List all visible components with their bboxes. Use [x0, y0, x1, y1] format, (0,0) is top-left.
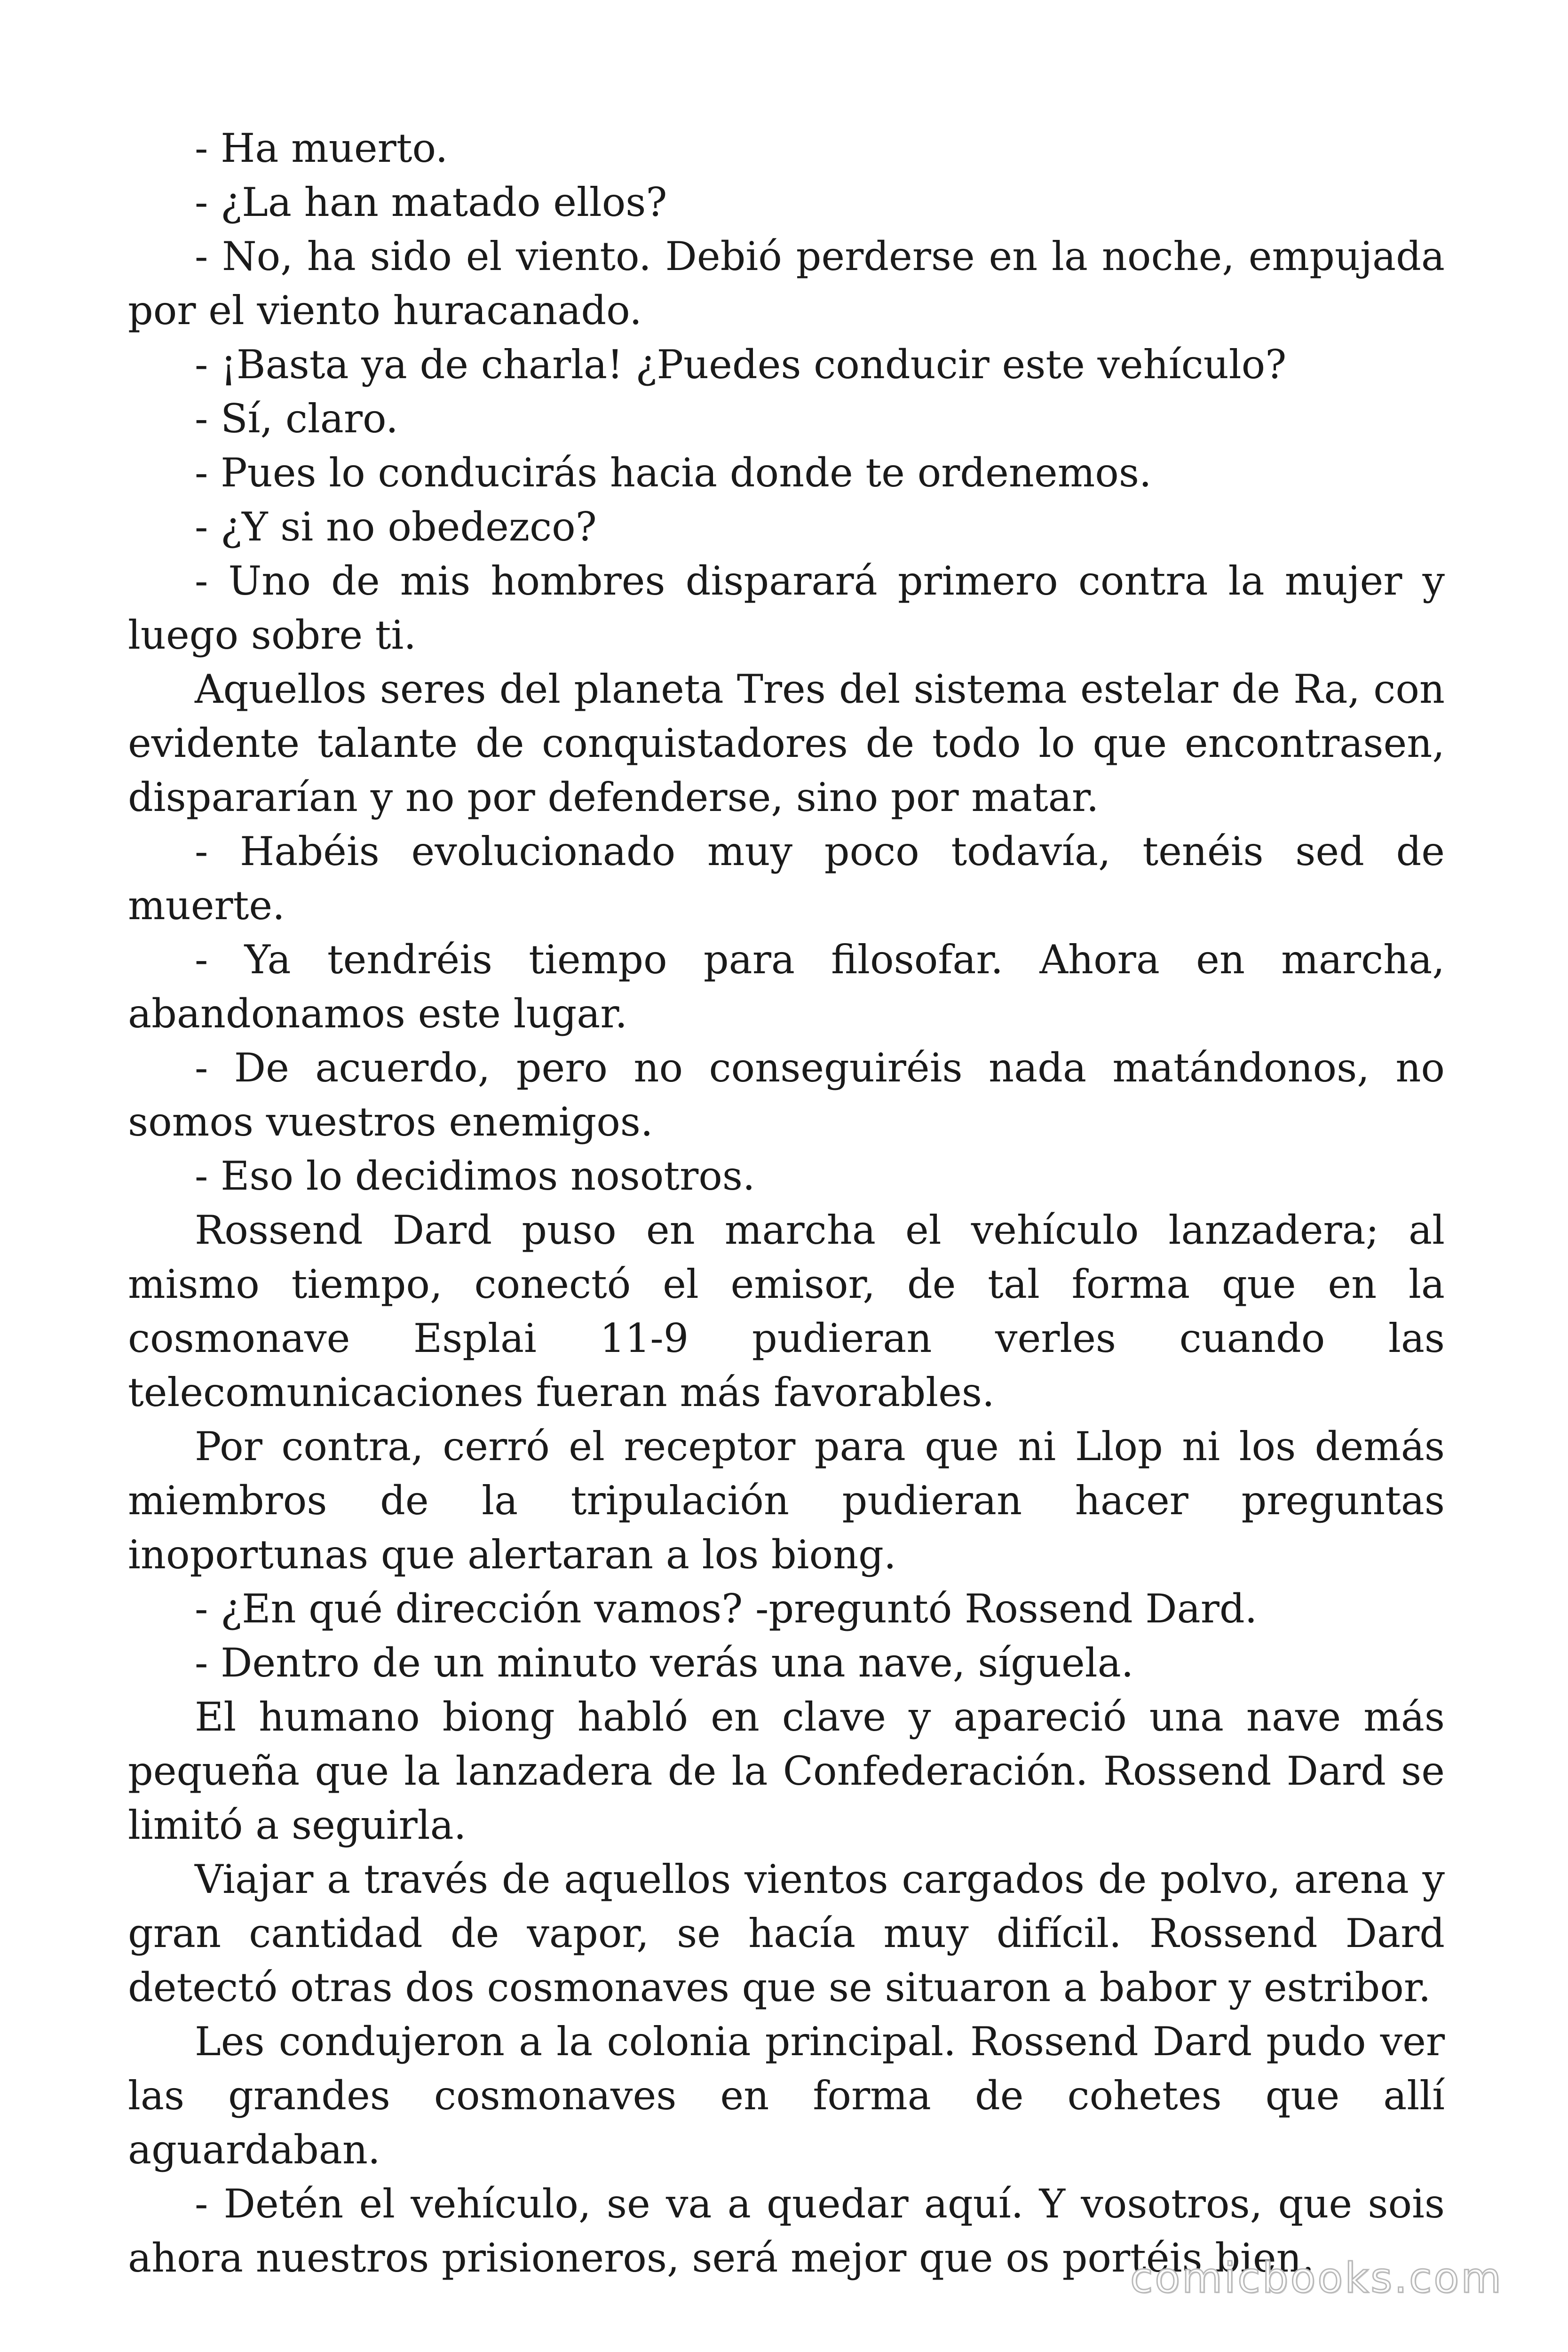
watermark: comicbooks.com — [1130, 2254, 1503, 2302]
paragraph: - No, ha sido el viento. Debió perderse en la noche, empujada por el viento huracanado. — [128, 233, 1445, 334]
paragraph: Les condujeron a la colonia principal. Rossend Dard pudo ver las grandes cosmonaves en forma de cohetes que allí aguardaban. — [128, 2018, 1445, 2173]
paragraph: - ¡Basta ya de charla! ¿Puedes conducir este vehículo? — [195, 342, 1287, 388]
paragraph: El humano biong habló en clave y apareció una nave más pequeña que la lanzadera de la Confederación. Rossend Dard se limitó a seguirla. — [128, 1694, 1445, 1848]
paragraph: - Dentro de un minuto verás una nave, síguela. — [195, 1640, 1134, 1686]
paragraph: - Detén el vehículo, se va a quedar aquí. Y vosotros, que sois ahora nuestros prisioneros, será mejor que os portéis bien. — [128, 2181, 1445, 2281]
paragraph: - ¿Y si no obedezco? — [195, 504, 597, 550]
paragraph: - De acuerdo, pero no conseguiréis nada matándonos, no somos vuestros enemigos. — [128, 1045, 1445, 1145]
paragraph: - Ya tendréis tiempo para filosofar. Ahora en marcha, abandonamos este lugar. — [128, 937, 1445, 1037]
paragraph: - ¿En qué dirección vamos? -preguntó Rossend Dard. — [195, 1586, 1258, 1632]
paragraph: - Sí, claro. — [195, 396, 398, 442]
paragraph: - Uno de mis hombres disparará primero contra la mujer y luego sobre ti. — [128, 558, 1445, 658]
paragraph: - Habéis evolucionado muy poco todavía, tenéis sed de muerte. — [128, 828, 1445, 929]
paragraph: - Ha muerto. — [195, 125, 448, 171]
paragraph: Rossend Dard puso en marcha el vehículo lanzadera; al mismo tiempo, conectó el emisor, de tal forma que en la cosmonave Esplai 11-9 pudieran verles cuando las telecomunicaciones fueran más favorables. — [128, 1207, 1445, 1415]
paragraph: - Pues lo conducirás hacia donde te ordenemos. — [195, 450, 1152, 496]
paragraph: - ¿La han matado ellos? — [195, 179, 667, 225]
paragraph: Viajar a través de aquellos vientos cargados de polvo, arena y gran cantidad de vapor, se hacía muy difícil. Rossend Dard detectó otras dos cosmonaves que se situaron a babor y estribor. — [128, 1856, 1445, 2010]
paragraph: Aquellos seres del planeta Tres del sistema estelar de Ra, con evidente talante de conquistadores de todo lo que encontrasen, dispararían y no por defenderse, sino por matar. — [128, 666, 1445, 820]
paragraph: Por contra, cerró el receptor para que ni Llop ni los demás miembros de la tripulación pudieran hacer preguntas inoportunas que alertaran a los biong. — [128, 1423, 1445, 1578]
book-page-text — [128, 121, 1445, 2285]
paragraph: - Eso lo decidimos nosotros. — [195, 1153, 755, 1199]
